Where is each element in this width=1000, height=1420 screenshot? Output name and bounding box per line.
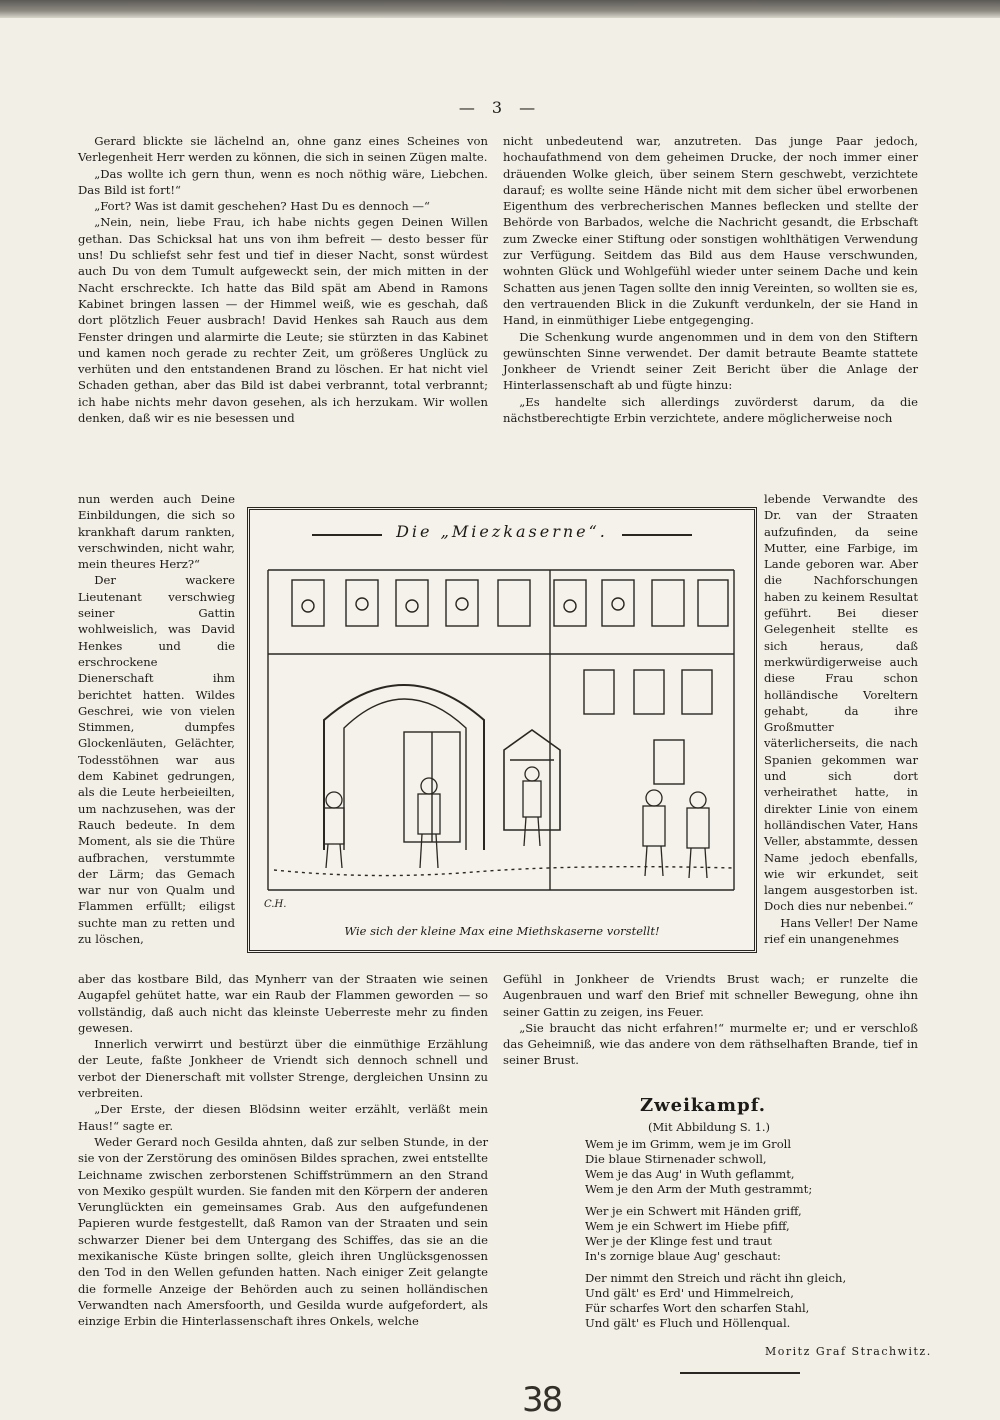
poem-line: In's zornige blaue Aug' geschaut: xyxy=(585,1249,781,1263)
paragraph: Der wackere Lieutenant verschwieg seiner Gattin wohlweislich, was David Henkes und die erschrockene Dienerschaft ihm berichtet hatten. Wildes Geschrei, wie von vielen Stimmen, dumpfes Glockenläuten, Gelächter, Todesstöhnen war aus dem Kabinet gedrungen, als die Leute herbeieilten, um nachzusehen, was der Rauch bedeute. In dem Moment, als sie die Thüre aufbrachen, verstummte der Lärm; das Gemach war nur von Qualm und Flammen erfüllt; eiligst suchte man zu retten und zu löschen, xyxy=(78,573,235,947)
poem-stanza xyxy=(585,1271,846,1331)
paragraph: Gerard blickte sie lächelnd an, ohne ganz eines Scheines von Verlegenheit Herr werden zu können, die sich in seinen Zügen malte. xyxy=(78,134,488,165)
paragraph: Hans Veller! Der Name rief ein unangenehmes xyxy=(764,915,918,947)
illustration-caption: Wie sich der kleine Max eine Miethskaserne vorstellt! xyxy=(344,924,660,938)
poem-body xyxy=(585,1137,846,1338)
poem-line: Wem je das Aug' in Wuth geflammt, xyxy=(585,1167,795,1181)
illustrator-signature: C.H. xyxy=(264,899,287,910)
paragraph: „Es handelte sich allerdings zuvörderst darum, da die nächstberechtigte Erbin verzichtete, andere möglicherweise noch xyxy=(503,394,918,426)
poem-subtitle: (Mit Abbildung S. 1.) xyxy=(648,1120,771,1134)
poem-author: Moritz Graf Strachwitz. xyxy=(765,1345,932,1358)
end-rule xyxy=(680,1372,800,1374)
left-column-narrow xyxy=(78,491,235,947)
page-number: — 3 — xyxy=(458,98,542,117)
left-column-top xyxy=(78,133,488,426)
poem-line: Für scharfes Wort den scharfen Stahl, xyxy=(585,1301,810,1315)
right-column-top xyxy=(503,133,918,426)
right-column-bottom xyxy=(503,971,918,1069)
poem-line: Und gält' es Erd' und Himmelreich, xyxy=(585,1286,794,1300)
paragraph: „Sie braucht das nicht erfahren!“ murmelte er; und er verschloß das Geheimniß, wie das andere von dem räthselhaften Brande, tief in seiner Brust. xyxy=(503,1020,918,1068)
poem-title: Zweikampf. xyxy=(640,1095,767,1116)
paragraph: „Fort? Was ist damit geschehen? Hast Du es dennoch —“ xyxy=(94,199,430,214)
paragraph: lebende Verwandte des Dr. van der Straaten aufzufinden, da seine Mutter, eine Farbige, im Lande geboren war. Aber die Nachforschungen haben zu keinem Resultat geführt. Bei dieser Gelegenheit stellte es sich heraus, daß merkwürdigerweise auch diese Frau schon holländische Voreltern gehabt, da ihre Großmutter väterlicherseits, die nach Spanien gekommen war und sich dort verheirathet hatte, in direkter Linie von einem holländischen Vater, Hans Veller, abstammte, dessen Name jedoch ebenfalls, wie wir erkundet, seit langem ausgestorben ist. Doch dies nur nebenbei.“ xyxy=(764,492,918,914)
poem-line: Wem je im Grimm, wem je im Groll xyxy=(585,1137,792,1151)
paragraph: Weder Gerard noch Gesilda ahnten, daß zur selben Stunde, in der sie von der Zerstörung des ominösen Bildes sprachen, zwei entstellte Leichname zwischen zerborstenen Schiffstrümmern an den Strand von Mexiko gespült wurden. Sie fanden mit den Körpern der anderen Verunglückten ein gemeinsames Grab. Aus den aufgefundenen Papieren wurde festgestellt, daß Ramon van der Straaten und sein schwarzer Diener bei dem Untergang des Schiffes, das sie an die mexikanische Küste bringen sollte, gleich ihren Unglücksgenossen den Tod in den Wellen gefunden hatten. Nach einiger Zeit gelangte die formelle Anzeige der Behörden auch zu seinen holländischen Verwandten nach Amersfoorth, und Gesilda wurde aufgefordert, als einzige Erbin die Hinterlassenschaft ihres Onkels, welche xyxy=(78,1134,488,1329)
paragraph: „Das wollte ich gern thun, wenn es noch nöthig wäre, Liebchen. Das Bild ist fort!“ xyxy=(78,166,488,197)
illustration xyxy=(247,507,757,953)
poem-stanza xyxy=(585,1204,846,1264)
left-column-bottom xyxy=(78,971,488,1330)
poem-line: Wer je ein Schwert mit Händen griff, xyxy=(585,1204,802,1218)
paragraph: Die Schenkung wurde angenommen und in dem von den Stiftern gewünschten Sinne verwendet. Der damit betraute Beamte stattete Jonkheer de Vriendt seiner Zeit Bericht über die Anlage der Hinterlassenschaft ab und fügte hinzu: xyxy=(503,329,918,393)
illustration-title: Die „Miezkaserne“. xyxy=(396,522,608,541)
paragraph: nun werden auch Deine Einbildungen, die sich so krankhaft darum rankten, verschwinden, nicht wahr, mein theures Herz?“ xyxy=(78,492,235,572)
scan-top-edge xyxy=(0,0,1000,18)
handwritten-page-note: 38 xyxy=(522,1380,562,1420)
right-column-narrow xyxy=(764,491,918,947)
title-rule-right xyxy=(622,534,692,536)
paragraph: Gefühl in Jonkheer de Vriendts Brust wach; er runzelte die Augenbrauen und warf den Brief mit schneller Bewegung, ohne ihn seiner Gattin zu zeigen, ins Feuer. xyxy=(503,972,918,1019)
poem-line: Die blaue Stirnenader schwoll, xyxy=(585,1152,767,1166)
poem-line: Wem je den Arm der Muth gestrammt; xyxy=(585,1182,813,1196)
poem-line: Der nimmt den Streich und rächt ihn gleich, xyxy=(585,1271,847,1285)
paragraph: „Nein, nein, liebe Frau, ich habe nichts gegen Deinen Willen gethan. Das Schicksal hat uns von ihm befreit — desto besser für uns! Du schliefst sehr fest und tief in dieser Nacht, sonst würdest auch Du von dem Tumult aufgeweckt sein, der mich mitten in der Nacht erschreckte. Ich hatte das Bild spät am Abend in Ramons Kabinet bringen lassen — der Himmel weiß, wie es geschah, daß dort plötzlich Feuer ausbrach! David Henkes sah Rauch aus dem Fenster dringen und alarmirte die Leute; sie stürzten in das Kabinet und kamen noch gerade zu rechter Zeit, um größeres Unglück zu verhüten und den entstandenen Brand zu löschen. Er hat nicht viel Schaden gethan, aber das Bild ist dabei verbrannt, total verbrannt; ich habe nichts mehr davon gesehen, als ich herzukam. Wir wollen denken, daß wir es nie besessen und xyxy=(78,215,488,426)
paragraph: aber das kostbare Bild, das Mynherr van der Straaten wie seinen Augapfel gehütet hatte, war ein Raub der Flammen geworden — so vollständig, daß auch nicht das kleinste Ueberreste mehr zu finden gewesen. xyxy=(78,972,488,1035)
poem-line: Wer je der Klinge fest und traut xyxy=(585,1234,772,1248)
poem-line: Und gält' es Fluch und Höllenqual. xyxy=(585,1316,791,1330)
poem-stanza xyxy=(585,1137,846,1197)
paragraph: „Der Erste, der diesen Blödsinn weiter erzählt, verläßt mein Haus!“ sagte er. xyxy=(78,1102,488,1133)
barracks-drawing xyxy=(254,550,750,920)
paragraph: Innerlich verwirrt und bestürzt über die einmüthige Erzählung der Leute, faßte Jonkheer de Vriendt sich dennoch schnell und verbot der Dienerschaft mit vollster Strenge, dergleichen Unsinn zu verbreiten. xyxy=(78,1037,488,1101)
poem-line: Wem je ein Schwert im Hiebe pfiff, xyxy=(585,1219,790,1233)
paragraph: nicht unbedeutend war, anzutreten. Das junge Paar jedoch, hochaufathmend von dem geheimen Drucke, der noch immer einer dräuenden Wolke gleich, über seinem Stern geschwebt, verzichtete darauf; es wollte seine Hände nicht mit dem sicher übel erworbenen Eigenthum des verbrecherischen Mannes beflecken und stellte der Behörde von Barbados, welche die Nachricht gesandt, die Erbschaft zum Zwecke einer Stiftung oder sonstigen wohlthätigen Verwendung zur Verfügung. Seitdem das Bild aus dem Hause verschwunden, wohnten Glück und Wohlgefühl wieder unter seinem Dache und kein Schatten aus jenen Tagen sollte den innig Vereinten, so wollten sie es, den vertrauenden Blick in die Zukunft verdunkeln, der sie Hand in Hand, in einmüthiger Liebe entgegenging. xyxy=(503,134,918,328)
